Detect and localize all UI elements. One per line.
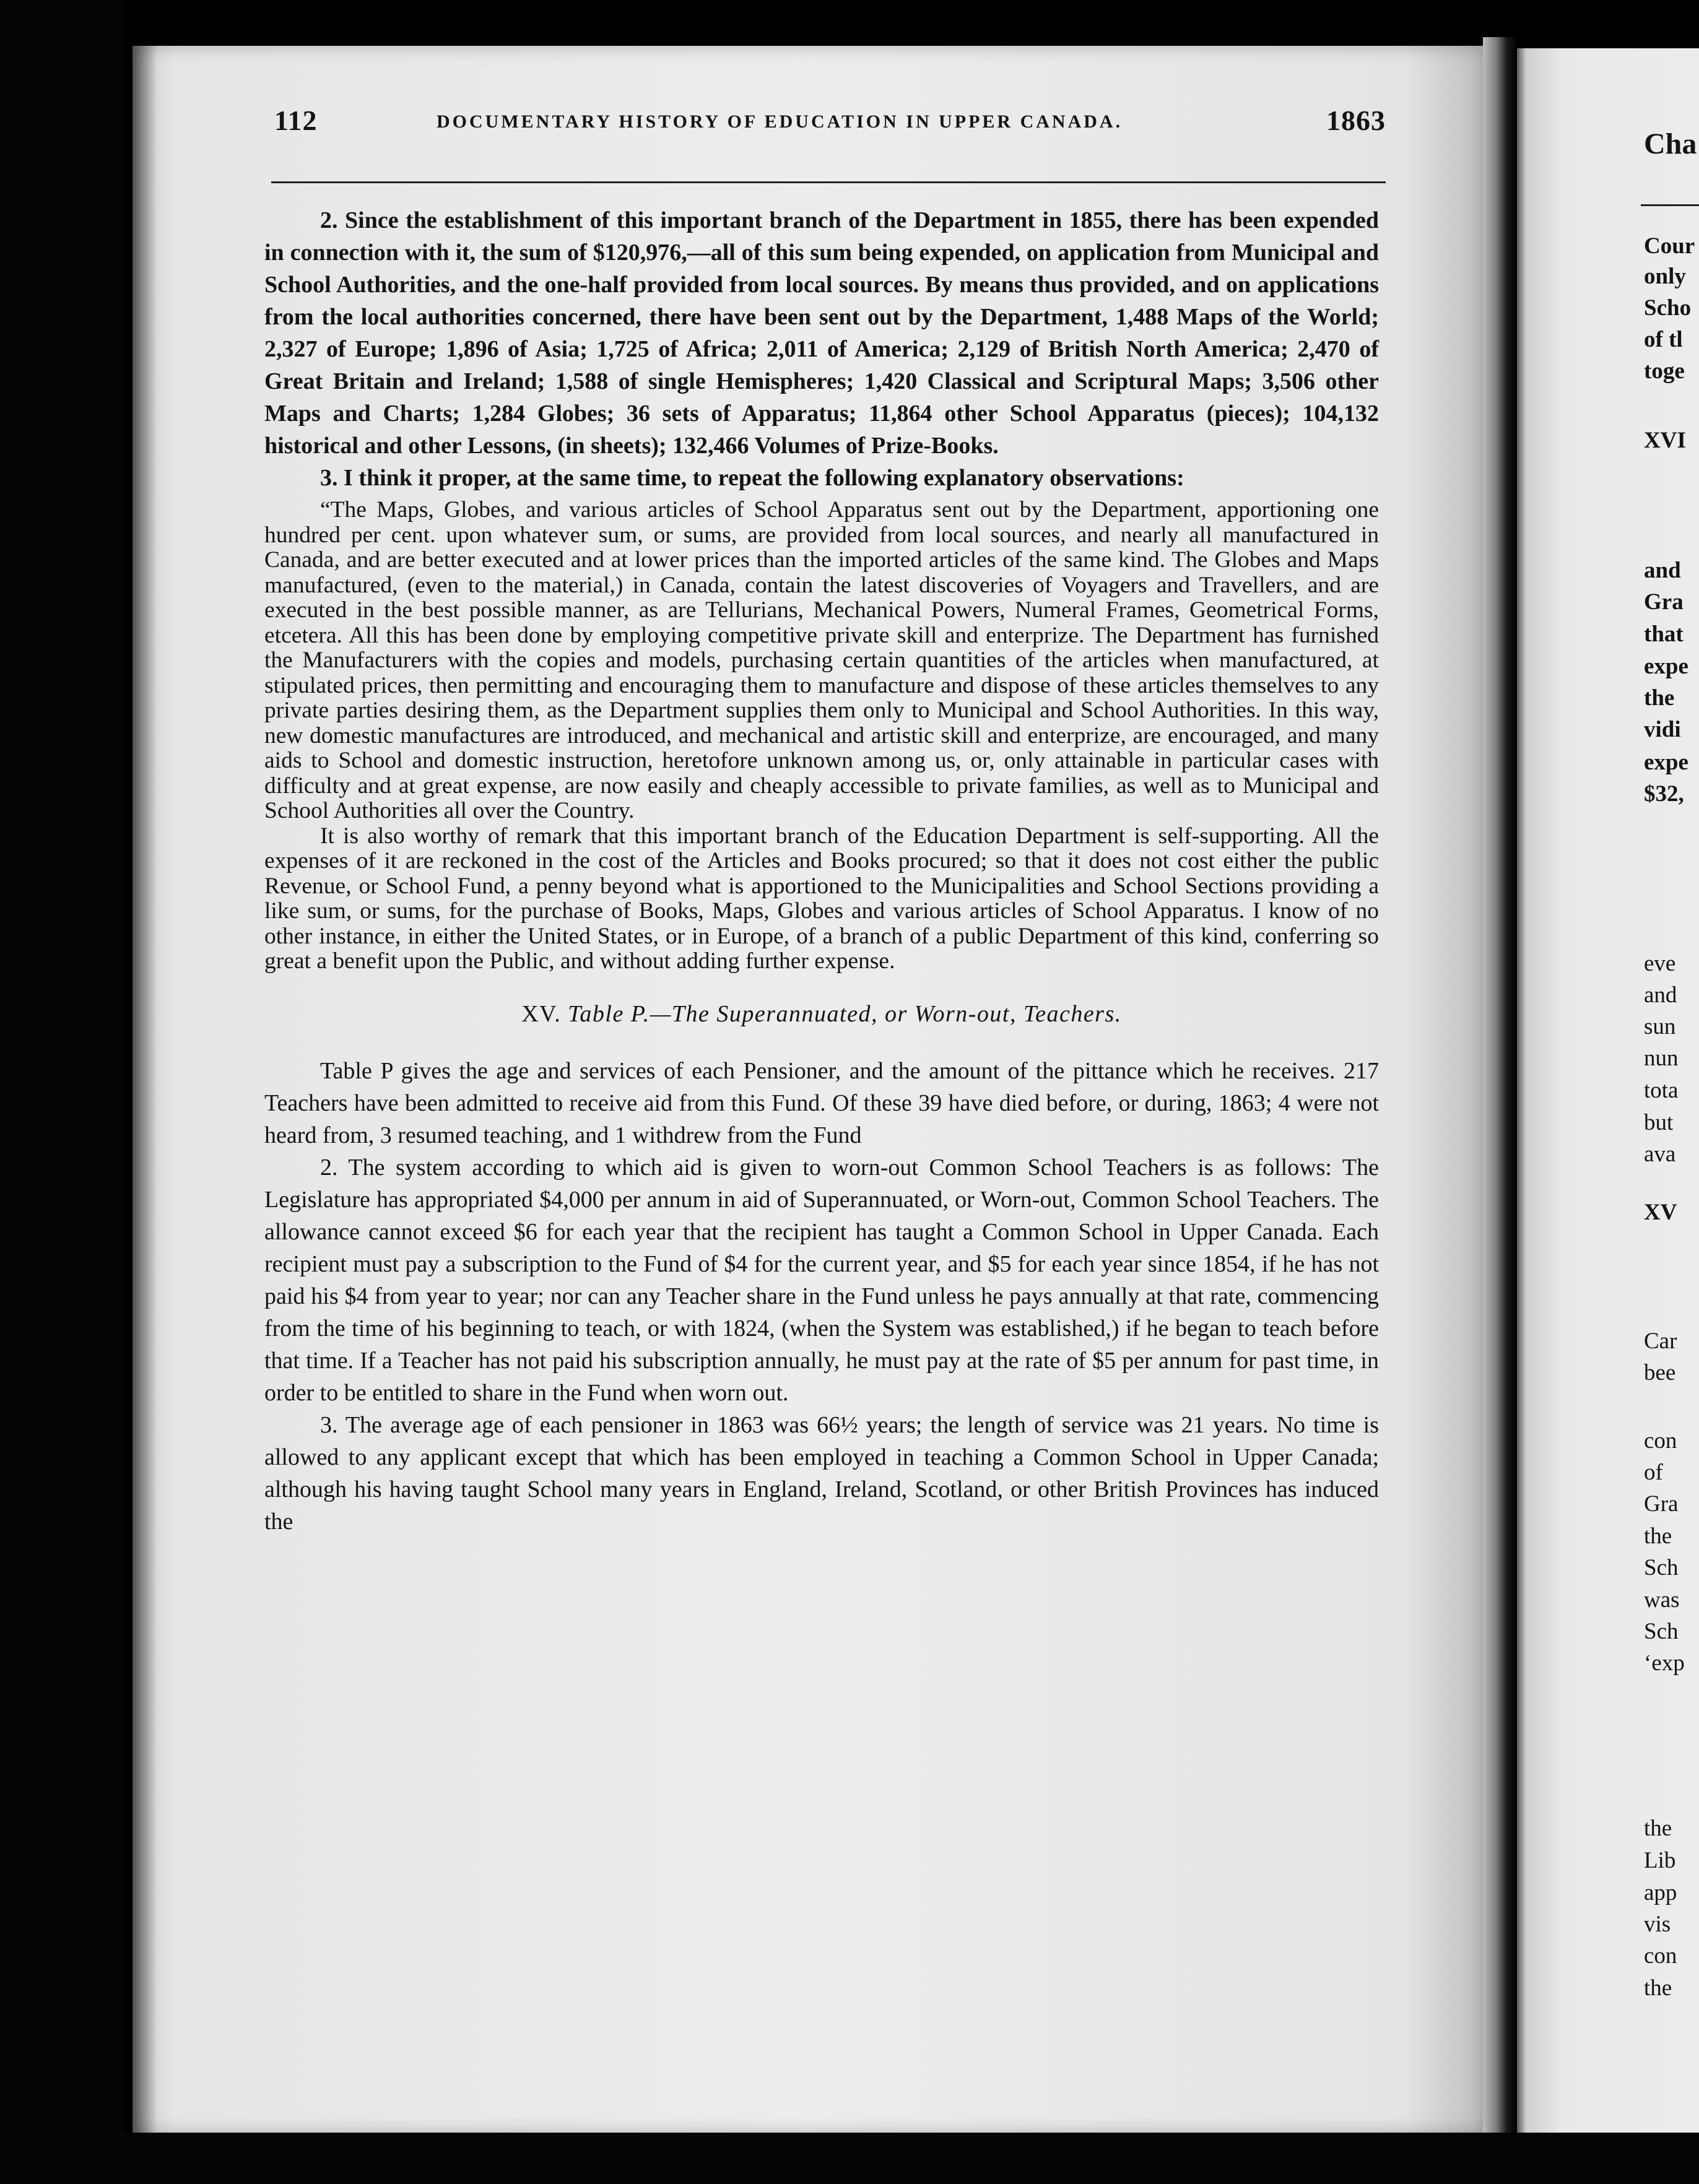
right-page-fragment: ava <box>1644 1142 1676 1167</box>
right-page-fragment: the <box>1644 685 1675 711</box>
right-page-fragment: Gra <box>1644 1491 1679 1517</box>
right-page-fragment: Car <box>1644 1328 1677 1354</box>
right-page-rule <box>1641 204 1699 206</box>
right-page-fragment: Gra <box>1644 589 1684 615</box>
paragraph-2: 2. Since the establishment of this important branch of the Department in 1855, there has been expended in connection with it, the sum of $120,976,—all of this sum being expended, on application from Municipal and School Authorities, and the one-half provided from local sources. By means thus provided, and on applications from the local authorities concerned, there have been sent out by the Department, 1,488 Maps of the World; 2,327 of Europe; 1,896 of Asia; 1,725 of Africa; 2,011 of America; 2,129 of British North America; 2,470 of Great Britain and Ireland; 1,588 of single Hemispheres; 1,420 Classical and Scriptural Maps; 3,506 other Maps and Charts; 1,284 Globes; 36 sets of Apparatus; 11,864 other School Apparatus (pieces); 104,132 historical and other Lessons, (in sheets); 132,466 Volumes of Prize-Books. <box>264 207 1379 459</box>
section-title: Table P.—The Superannuated, or Worn-out, Teachers. <box>568 1000 1122 1027</box>
right-page-fragment: Scho <box>1644 295 1692 321</box>
right-page-fragment: the <box>1644 1523 1672 1549</box>
right-page-fragment: expe <box>1644 654 1688 679</box>
section-heading <box>264 1000 1379 1028</box>
book-gutter <box>1483 37 1517 2136</box>
right-page-fragment: the <box>1644 1975 1672 2001</box>
right-page-fragment: Sch <box>1644 1619 1679 1644</box>
right-page-fragment: XVI <box>1644 428 1686 453</box>
right-page-fragment: only <box>1644 264 1686 289</box>
section-number: XV. <box>521 1000 562 1027</box>
right-page-fragment: tota <box>1644 1078 1679 1103</box>
right-page-fragment: the <box>1644 1816 1672 1841</box>
right-page-fragment: ‘exp <box>1644 1650 1685 1676</box>
right-page-fragment: of tl <box>1644 327 1683 352</box>
right-page-fragment: vidi <box>1644 717 1681 742</box>
right-page-fragment: con <box>1644 1428 1677 1454</box>
right-page-fragment: vis <box>1644 1912 1671 1937</box>
quoted-paragraph-2: It is also worthy of remark that this important branch of the Education Department is self-supporting. All the expenses of it are reckoned in the cost of the Articles and Books procured; so that it does not cost either the public Revenue, or School Fund, a penny beyond what is apportioned to the Municipalities and School Sections providing a like sum, or sums, for the purchase of Books, Maps, Globes and various articles of School Apparatus. I know of no other instance, in either the United States, or in Europe, of a branch of a public Department of this kind, conferring so great a benefit upon the Public, and without adding further expense. <box>264 823 1379 974</box>
scan-bottom-margin <box>0 2133 1699 2184</box>
right-page-fragment: expe <box>1644 750 1688 775</box>
right-page-fragment: app <box>1644 1880 1677 1905</box>
right-page-fragment: but <box>1644 1110 1674 1135</box>
right-page-fragment: toge <box>1644 358 1685 384</box>
page-edge-shadow <box>133 46 157 2133</box>
right-page-fragment: Lib <box>1644 1848 1676 1873</box>
right-page-fragment: was <box>1644 1587 1680 1613</box>
right-page-fragment: of <box>1644 1460 1663 1485</box>
right-page-fragment: that <box>1644 622 1684 647</box>
right-page-fragment: and <box>1644 982 1677 1008</box>
right-page-fragment: sun <box>1644 1014 1676 1039</box>
section-paragraph-3: 3. The average age of each pensioner in 1863 was 66½ years; the length of service was 21 years. No time is allowed to any applicant except that which has been employed in teaching a Common School in Upper Canada; although his having taught School many years in England, Ireland, Scotland, or other British Provinces has induced the <box>264 1411 1379 1535</box>
header-rule <box>271 181 1386 183</box>
right-page-fragment: XV <box>1644 1200 1677 1225</box>
quoted-paragraph: “The Maps, Globes, and various articles of School Apparatus sent out by the Department, apportioning one hundred per cent. upon whatever sum, or sums, are provided from local sources, and nearly all manufactured in Canada, and are better executed and at lower prices than the imported articles of the same kind. The Globes and Maps manufactured, (even to the material,) in Canada, contain the latest discoveries of Voyagers and Travellers, and are executed in the best possible manner, as are Tellurians, Mechanical Powers, Numeral Frames, Geometrical Forms, etcetera. All this has been done by employing competitive private skill and enterprize. The Department has furnished the Manufacturers with the copies and models, purchasing certain quantities of the articles when manufactured, at stipulated prices, then permitting and encouraging them to manufacture and dispose of these articles themselves to any private parties desiring them, as the Department supplies them only to Municipal and School Authorities. In this way, new domestic manufactures are introduced, and mechanical and artistic skill and enterprize, are encouraged, and many aids to School and domestic instruction, heretofore unknown among us, or, only attainable in particular cases with difficulty and at great expense, are now easily and cheaply accessible to private families, as well as to Municipal and School Authorities all over the Country. <box>264 497 1379 823</box>
right-page-header: Cha <box>1644 128 1697 160</box>
right-page-fragment: Sch <box>1644 1555 1679 1580</box>
header-year: 1863 <box>1326 105 1386 136</box>
right-page-fragment: bee <box>1644 1360 1676 1385</box>
section-paragraph-1: Table P gives the age and services of each Pensioner, and the amount of the pittance which he receives. 217 Teachers have been admitted to receive aid from this Fund. Of these 39 have died before, or during, 1863; 4 were not heard from, 3 resumed teaching, and 1 withdrew from the Fund <box>264 1057 1379 1148</box>
right-page-fragment: con <box>1644 1943 1677 1969</box>
right-page-fragment: nun <box>1644 1046 1679 1071</box>
right-page-fragment: eve <box>1644 951 1676 976</box>
running-header <box>274 104 1386 147</box>
paragraph-3: 3. I think it proper, at the same time, to repeat the following explanatory observations: <box>320 465 1184 491</box>
right-page-fragment: Cour <box>1644 233 1695 259</box>
right-page-fragment: $32, <box>1644 781 1684 807</box>
page-number: 112 <box>274 105 318 136</box>
scan-left-margin <box>0 0 124 2184</box>
section-paragraph-2: 2. The system according to which aid is given to worn-out Common School Teachers is as follows: The Legislature has appropriated $4,000 per annum in aid of Superannuated, or Worn-out, Common School Teachers. The allowance cannot exceed $6 for each year that the recipient has taught a Common School in Upper Canada. Each recipient must pay a subscription to the Fund of $4 for the current year, and $5 for each year since 1854, if he has not paid his $4 from year to year; nor can any Teacher share in the Fund unless he pays annually at that rate, commencing from the time of his beginning to teach, or with 1824, (when the System was established,) if he began to teach before that time. If a Teacher has not paid his subscription annually, he must pay at the rate of $5 per annum for past time, in order to be entitled to share in the Fund when worn out. <box>264 1154 1379 1406</box>
running-title: DOCUMENTARY HISTORY OF EDUCATION IN UPPER CANADA. <box>437 111 1123 132</box>
page-body <box>264 204 1379 1538</box>
right-page-fragment: and <box>1644 558 1681 583</box>
